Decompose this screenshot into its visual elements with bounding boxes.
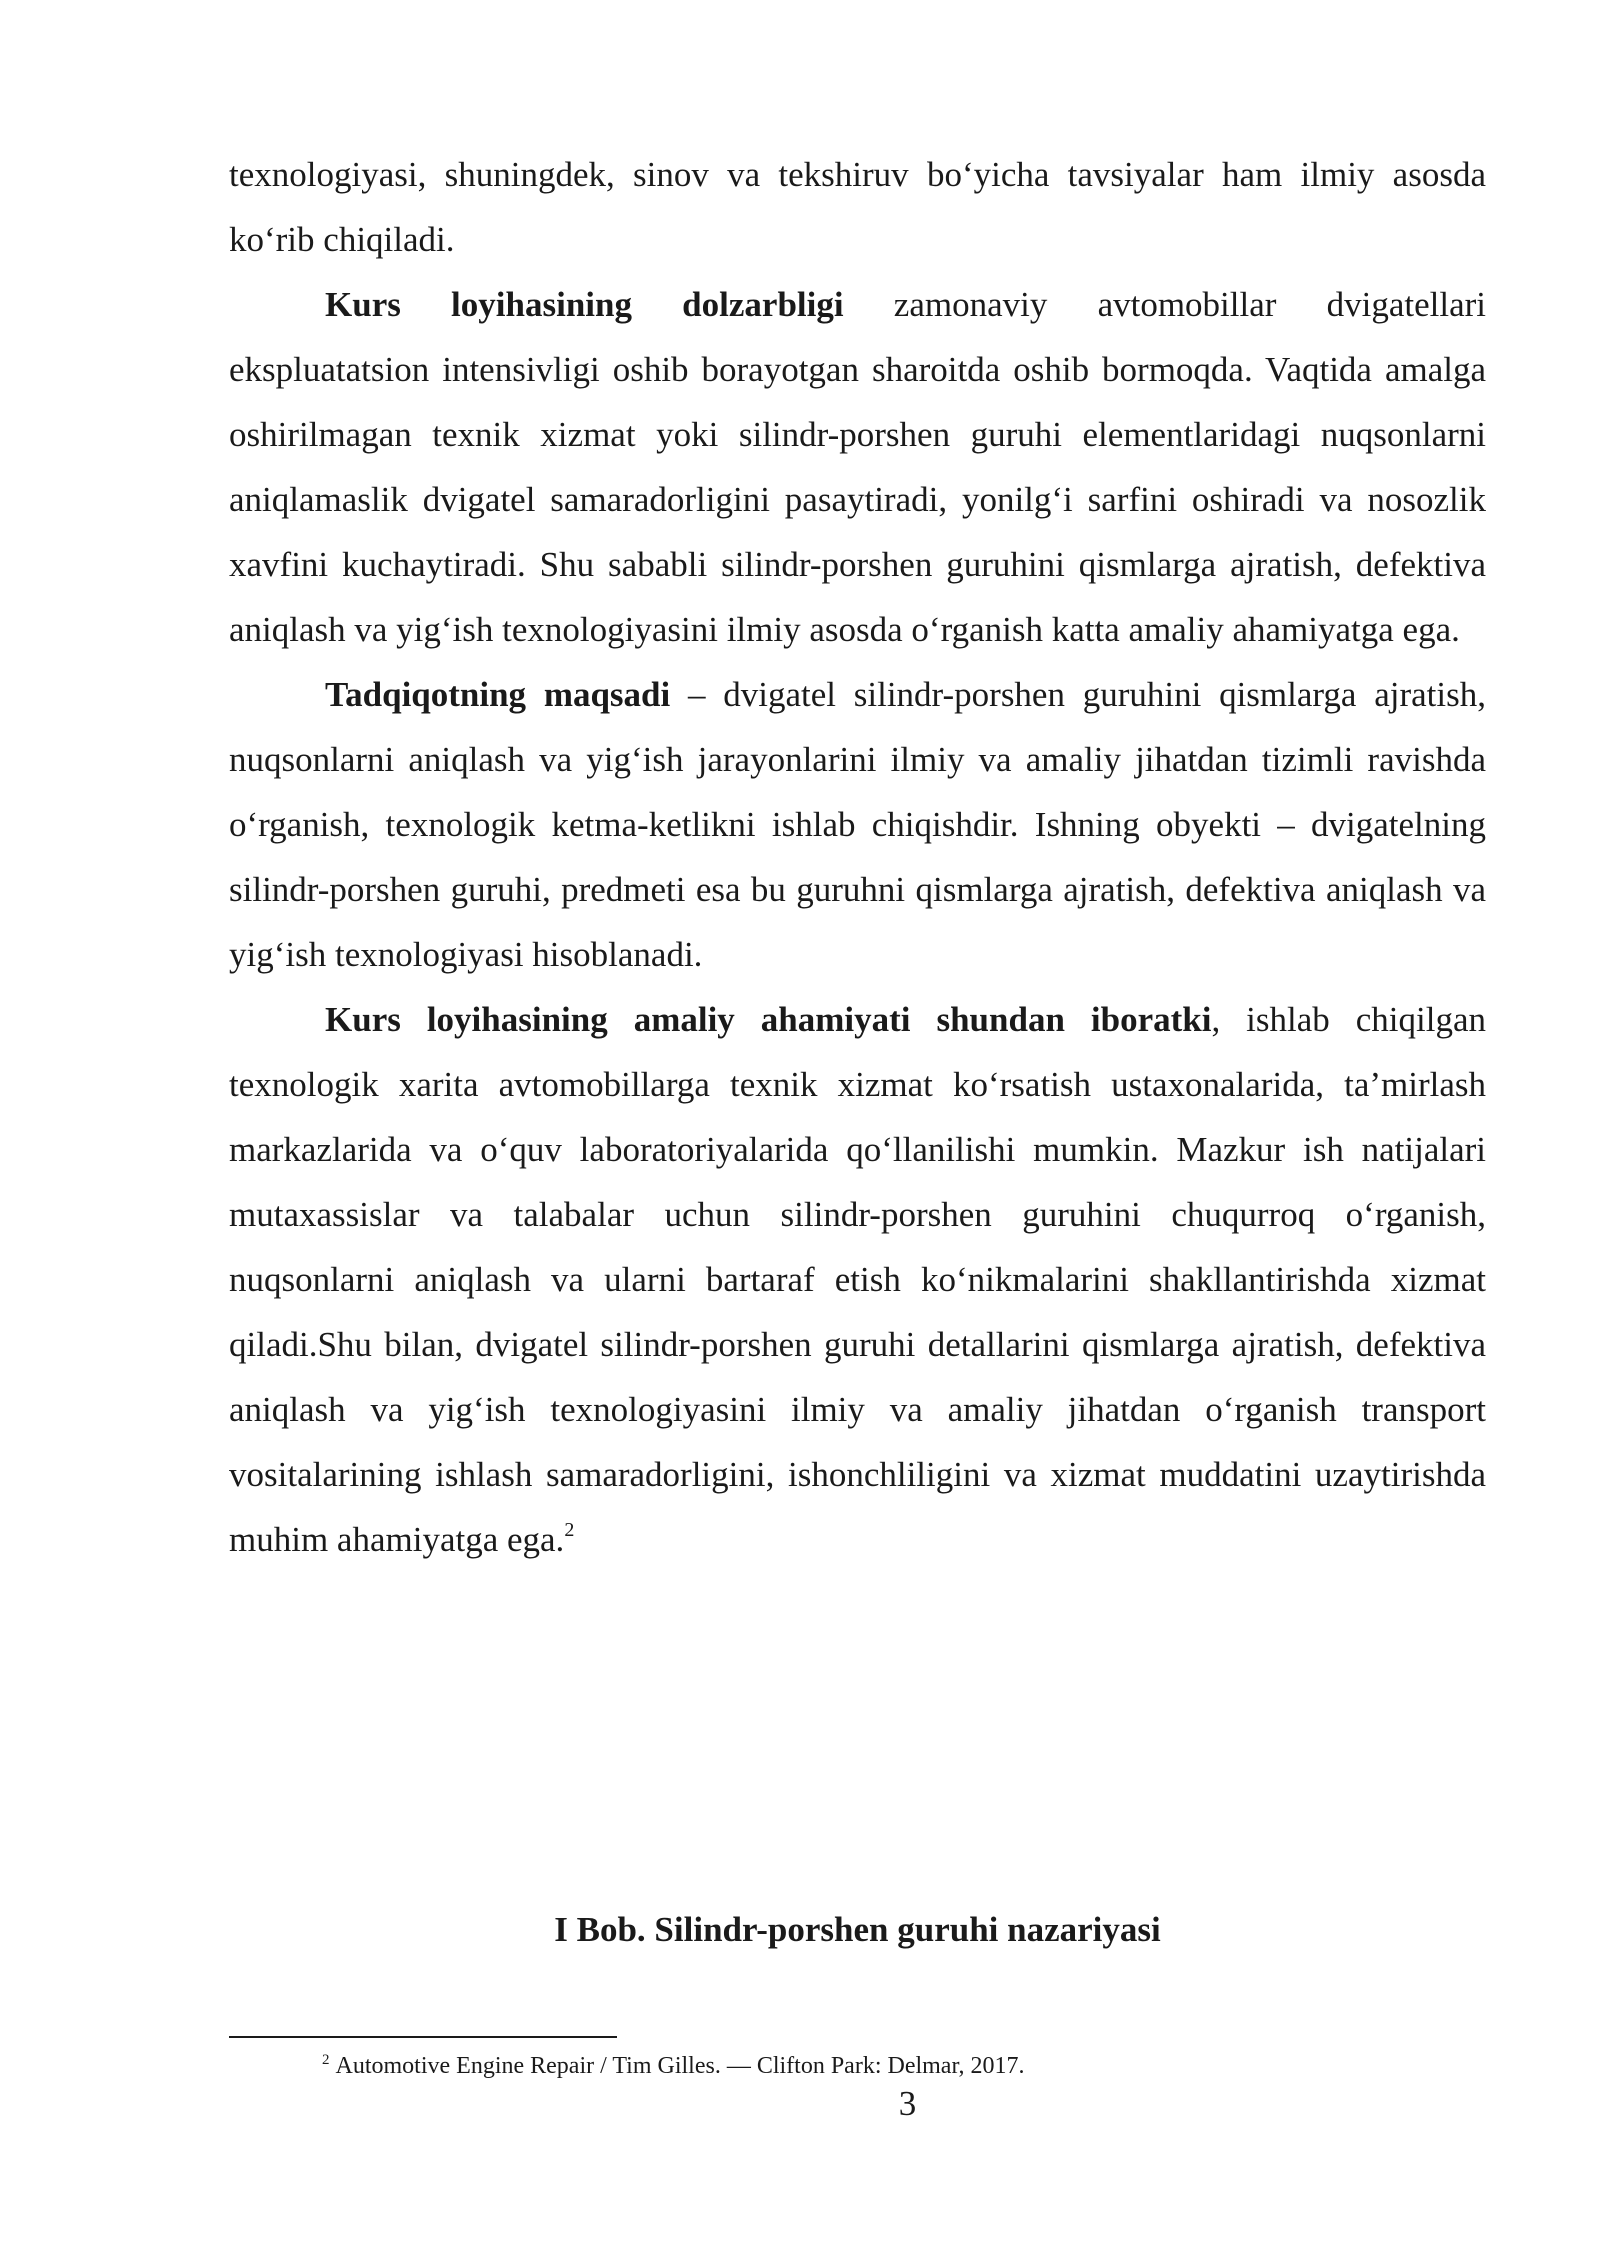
body-text — [229, 142, 1486, 1572]
footnote-separator — [229, 2036, 617, 2038]
paragraph-relevance — [229, 272, 1486, 662]
paragraph-text: , ishlab chiqilgan texnologik xarita avtomobillarga texnik xizmat ko‘rsatish ustaxonalarida, ta’mirlash markazlarida va o‘quv laboratoriyalarida qo‘llanilishi mumkin. Mazkur ish natijalari mutaxassislar va talabalar uchun silindr-porshen guruhini chuqurroq o‘rganish, nuqsonlarni aniqlash va ularni bartaraf etish ko‘nikmalarini shakllantirishda xizmat qiladi.Shu bilan, dvigatel silindr-porshen guruhi detallarini qismlarga ajratish, defektiva aniqlash va yig‘ish texnologiyasini ilmiy va amaliy jihatdan o‘rganish transport vositalarining ishlash samaradorligini, ishonchliligini va xizmat muddatini uzaytirishda muhim ahamiyatga ega. — [229, 1000, 1486, 1559]
paragraph-practical-significance — [229, 987, 1486, 1572]
paragraph-research-goal — [229, 662, 1486, 987]
chapter-title: I Bob. Silindr-porshen guruhi nazariyasi — [554, 1910, 1161, 1949]
paragraph-text: – dvigatel silindr-porshen guruhini qismlarga ajratish, nuqsonlarni aniqlash va yig‘ish jarayonlarini ilmiy va amaliy jihatdan tizimli ravishda o‘rganish, texnologik ketma-ketlikni ishlab chiqishdir. Ishning obyekti – dvigatelning silindr-porshen guruhi, predmeti esa bu guruhni qismlarga ajratish, defektiva aniqlash va yig‘ish texnologiyasi hisoblanadi. — [229, 675, 1486, 974]
footnote — [322, 2050, 1025, 2082]
footnote-number: 2 — [322, 2052, 330, 2068]
paragraph-continuation — [229, 142, 1486, 272]
paragraph-lead: Kurs loyihasining dolzarbligi — [325, 285, 844, 324]
paragraph-text: texnologiyasi, shuningdek, sinov va tekshiruv bo‘yicha tavsiyalar ham ilmiy asosda ko‘rib chiqiladi. — [229, 155, 1486, 259]
paragraph-text: zamonaviy avtomobillar dvigatellari ekspluatatsion intensivligi oshib borayotgan sharoitda oshib bormoqda. Vaqtida amalga oshirilmagan texnik xizmat yoki silindr-porshen guruhi elementlaridagi nuqsonlarni aniqlamaslik dvigatel samaradorligini pasaytiradi, yonilg‘i sarfini oshiradi va nosozlik xavfini kuchaytiradi. Shu sababli silindr-porshen guruhini qismlarga ajratish, defektiva aniqlash va yig‘ish texnologiyasini ilmiy asosda o‘rganish katta amaliy ahamiyatga ega. — [229, 285, 1487, 649]
page-number: 3 — [898, 2084, 917, 2123]
footnote-text: Automotive Engine Repair / Tim Gilles. — Clifton Park: Delmar, 2017. — [335, 2053, 1025, 2079]
footnote-reference[interactable]: 2 — [564, 1519, 575, 1542]
paragraph-lead: Tadqiqotning maqsadi — [325, 675, 671, 714]
paragraph-lead: Kurs loyihasining amaliy ahamiyati shundan iboratki — [325, 1000, 1212, 1039]
